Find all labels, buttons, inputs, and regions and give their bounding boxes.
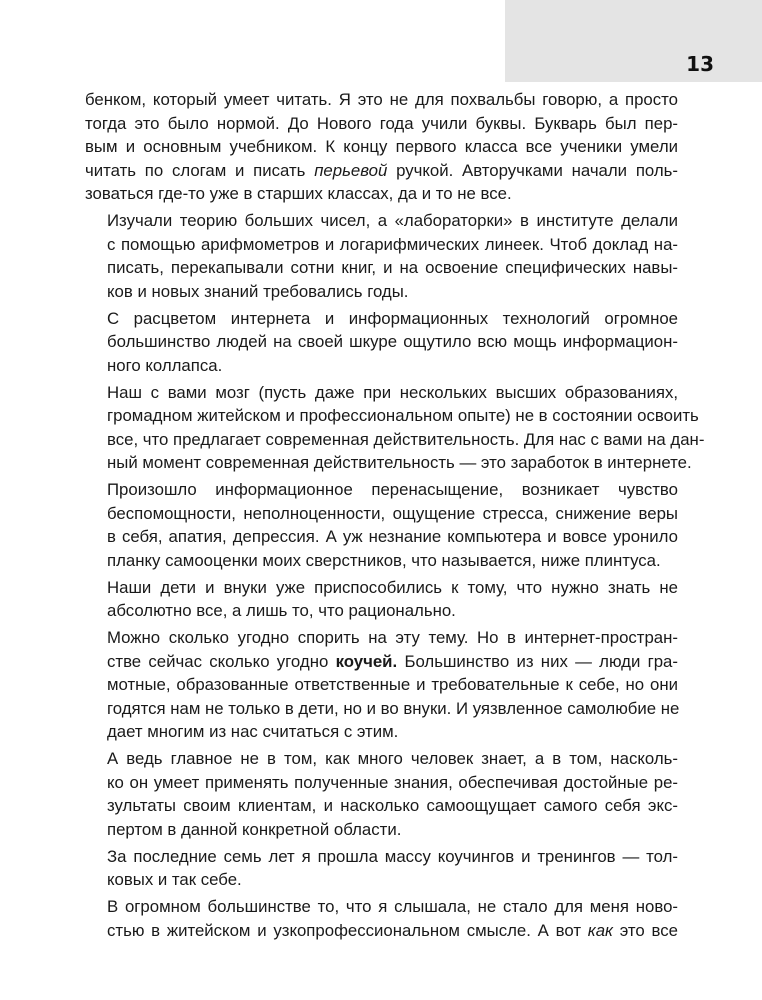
- text-segment: Наш с вами мозг (пусть даже при нескольких высших образованиях,: [107, 382, 678, 402]
- text-segment: читать по слогам и писать: [85, 160, 315, 180]
- text-segment: ного коллапса.: [107, 355, 223, 375]
- text-line: [85, 404, 699, 428]
- text-segment: В огромном большинстве то, что я слышала, не стало для меня ново-: [107, 897, 678, 916]
- text-line: [85, 330, 678, 354]
- text-line: [85, 112, 678, 136]
- text-line: [85, 720, 678, 744]
- text-segment: это все: [612, 920, 678, 940]
- text-segment: зоваться где-то уже в старших классах, да и то не все.: [85, 184, 512, 203]
- text-segment: дает многим из нас считаться с этим.: [107, 722, 399, 741]
- text-segment: годятся нам не только в дети, но и во внуки. И уязвленное самолюбие не: [107, 698, 680, 718]
- paragraph: [85, 88, 678, 206]
- paragraph: [85, 307, 678, 378]
- paragraph: [85, 845, 678, 892]
- text-segment: ков и новых знаний требовались годы.: [107, 281, 409, 301]
- text-line: [85, 818, 678, 842]
- text-segment: в себя, апатия, депрессия. А уж незнание компьютера и вовсе уронило: [107, 527, 678, 546]
- text-segment: ко он умеет применять полученные знания, обеспечивая достойные ре-: [107, 772, 678, 792]
- text-line: [85, 354, 678, 378]
- text-line: [85, 525, 678, 549]
- text-segment: Изучали теорию больших чисел, а «лабораторки» в институте делали: [107, 211, 678, 230]
- paragraph: [85, 478, 678, 572]
- text-segment: с помощью арифмометров и логарифмических линеек. Чтоб доклад на-: [107, 234, 678, 254]
- text-line: [85, 502, 678, 526]
- text-segment: С расцветом интернета и информационных технологий огромное: [107, 308, 678, 328]
- paragraph: [85, 747, 678, 841]
- text-line: [85, 209, 678, 233]
- text-segment: абсолютно все, а лишь то, что рационально.: [107, 601, 456, 620]
- text-line: [85, 747, 678, 771]
- text-line: [85, 182, 678, 206]
- emphasized-word: перьевой: [314, 160, 388, 180]
- text-line: [85, 135, 678, 159]
- text-segment: планку самооценки моих сверстников, что называется, ниже плинтуса.: [107, 550, 661, 570]
- paragraph: [85, 895, 678, 942]
- paragraph: [85, 576, 678, 623]
- text-line: [85, 549, 678, 573]
- text-line: [85, 88, 678, 112]
- text-segment: Произошло информационное перенасыщение, возникает чувство: [107, 480, 678, 499]
- emphasized-word: как: [587, 920, 613, 940]
- text-line: [85, 478, 678, 502]
- text-segment: бенком, который умеет читать. Я это не для похвальбы говорю, а просто: [85, 90, 678, 109]
- text-segment: ковых и так себе.: [107, 870, 242, 889]
- text-line: [85, 159, 678, 183]
- text-segment: стве сейчас сколько угодно: [107, 651, 336, 671]
- text-line: [85, 576, 678, 600]
- paragraph: [85, 381, 705, 475]
- text-segment: зультаты своим клиентам, и насколько самоощущает самого себя экс-: [107, 796, 678, 815]
- body-text: [85, 88, 705, 946]
- text-line: [85, 381, 678, 405]
- text-segment: стью в житейском и узкопрофессиональном смысле. А вот: [107, 920, 588, 940]
- text-segment: мотные, образованные ответственные и требовательные к себе, но они: [107, 675, 678, 694]
- text-segment: ный момент современная действительность — это заработок в интернете.: [107, 453, 692, 472]
- text-line: [85, 771, 678, 795]
- text-segment: За последние семь лет я прошла массу коучингов и тренингов — тол-: [107, 846, 678, 866]
- page-number-box: [505, 0, 762, 82]
- text-line: [85, 307, 678, 331]
- text-line: [85, 868, 678, 892]
- paragraph: [85, 626, 678, 744]
- text-line: [85, 895, 678, 919]
- text-line: [85, 794, 678, 818]
- text-line: [85, 673, 678, 697]
- text-line: [85, 845, 678, 869]
- page-number: 13: [686, 52, 714, 76]
- text-segment: громадном житейском и профессиональном опыте) не в состоянии освоить: [107, 406, 699, 425]
- text-line: [85, 599, 678, 623]
- text-line: [85, 919, 678, 943]
- text-segment: большинство людей на своей шкуре ощутило всю мощь информацион-: [107, 332, 678, 351]
- text-segment: А ведь главное не в том, как много человек знает, а в том, насколь-: [107, 749, 678, 768]
- text-segment: пертом в данной конкретной области.: [107, 819, 402, 839]
- text-segment: тогда это было нормой. До Нового года учили буквы. Букварь был пер-: [85, 113, 678, 133]
- text-segment: беспомощности, неполноценности, ощущение стресса, снижение веры: [107, 503, 678, 523]
- text-line: [85, 428, 705, 452]
- text-line: [85, 451, 692, 475]
- text-line: [85, 626, 678, 650]
- text-segment: ручкой. Авторучками начали поль-: [387, 160, 678, 180]
- text-line: [85, 233, 678, 257]
- text-line: [85, 650, 678, 674]
- paragraph: [85, 209, 678, 303]
- text-line: [85, 280, 678, 304]
- text-segment: Большинство из них — люди гра-: [397, 651, 678, 671]
- bold-word: коучей.: [335, 651, 398, 671]
- text-line: [85, 256, 678, 280]
- text-line: [85, 697, 678, 721]
- text-segment: все, что предлагает современная действительность. Для нас с вами на дан-: [107, 429, 705, 449]
- text-segment: Можно сколько угодно спорить на эту тему. Но в интернет-простран-: [107, 628, 678, 647]
- text-segment: Наши дети и внуки уже приспособились к тому, что нужно знать не: [107, 577, 678, 597]
- text-segment: писать, перекапывали сотни книг, и на освоение специфических навы-: [107, 258, 678, 277]
- text-segment: вым и основным учебником. К концу первого класса все ученики умели: [85, 137, 678, 156]
